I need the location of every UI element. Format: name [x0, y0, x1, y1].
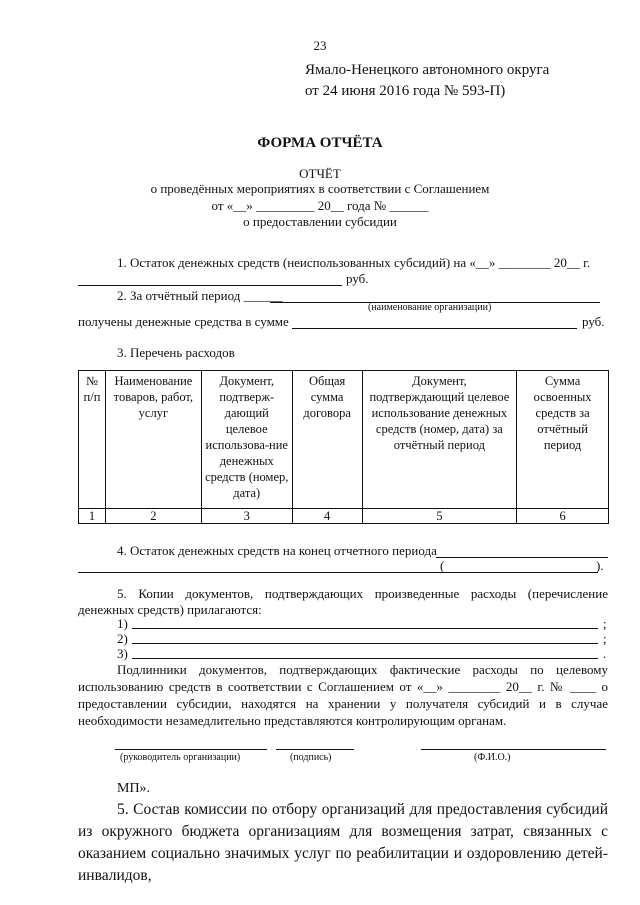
originals-paragraph: Подлинники документов, подтверждающих фактические расходы по целевому использованию средств в соответствии с Соглашением от «__» ________ 20__ г. № ____ о предоставлении субсидии, находятся на хранении у получателя субсидий и в случае необходимости незамедлительно представляются контролирующим органам.: [78, 662, 608, 728]
item4-paren-open: (: [440, 558, 445, 573]
col-number-4: 4: [292, 509, 362, 524]
item4-line-1: [436, 557, 608, 558]
attachment-1-label: 1): [117, 616, 128, 631]
report-line-1: о проведённых мероприятиях в соответствии с Соглашением: [150, 181, 490, 196]
item2-amount-line: [292, 328, 577, 329]
signature-sign-caption: (подпись): [290, 752, 332, 763]
paragraph-5: 5. Состав комиссии по отбору организаций для предоставления субсидий из окружного бюджета организациям для возмещения затрат, связанных с оказанием социально значимых услуг по реабилитации и оздоровлению детей-инвалидов,: [78, 801, 608, 884]
attachment-2-end: ;: [603, 631, 607, 646]
expense-table: [78, 370, 609, 524]
item2-text: 2. За отчётный период ______: [117, 288, 283, 303]
report-line-2: от «__» _________ 20__ года № ______: [211, 198, 429, 213]
item4-line-2: [78, 572, 598, 573]
item1-currency: руб.: [346, 271, 369, 286]
col-header-total: Общая сумма договора: [292, 371, 362, 509]
signature-head-line: [115, 749, 267, 750]
col-number-2: 2: [105, 509, 201, 524]
item5-text: 5. Копии документов, подтверждающих произведенные расходы (перечисление денежных средств) прилагаются:: [78, 586, 608, 617]
table-header-row: [79, 371, 609, 509]
item2-currency: руб.: [582, 314, 605, 329]
col-header-document: Документ, подтверж-дающий целевое использова-ние денежных средств (номер, дата): [201, 371, 292, 509]
attachment-3-label: 3): [117, 646, 128, 661]
page-number: 23: [313, 38, 327, 53]
attachment-2-label: 2): [117, 631, 128, 646]
header-line-1: Ямало-Ненецкого автономного округа: [305, 62, 550, 78]
col-header-name: Наименование товаров, работ, услуг: [105, 371, 201, 509]
item3-text: 3. Перечень расходов: [117, 345, 235, 360]
col-number-3: 3: [201, 509, 292, 524]
attachment-1-end: ;: [603, 616, 607, 631]
attachment-3-end: .: [603, 646, 607, 661]
attachment-2-line: [132, 643, 598, 644]
col-number-6: 6: [517, 509, 609, 524]
item2-received: получены денежные средства в сумме: [78, 314, 289, 329]
signature-sign-line: [276, 749, 354, 750]
col-number-1: 1: [79, 509, 106, 524]
item4-paren-close: ).: [596, 558, 604, 573]
item1-text: 1. Остаток денежных средств (неиспользованных субсидий) на «__» ________ 20__ г.: [117, 255, 591, 270]
table-number-row: [79, 509, 609, 524]
item4-text: 4. Остаток денежных средств на конец отчетного периода: [117, 543, 437, 558]
attachment-1-line: [132, 628, 598, 629]
col-number-5: 5: [362, 509, 517, 524]
header-line-2: от 24 июня 2016 года № 593-П): [305, 83, 506, 99]
item1-amount-line: [78, 285, 342, 286]
col-header-number: № п/п: [79, 371, 106, 509]
col-header-period-document: Документ, подтверждающий целевое использование денежных средств (номер, дата) за отчётный период: [362, 371, 517, 509]
signature-name-line: [421, 749, 606, 750]
report-title: ОТЧЁТ: [299, 166, 341, 181]
attachment-3-line: [132, 658, 598, 659]
col-header-spent: Сумма освоенных средств за отчётный период: [517, 371, 609, 509]
stamp-place: МП».: [117, 781, 151, 796]
item2-org-caption: (наименование организации): [368, 302, 492, 313]
report-line-3: о предоставлении субсидии: [243, 214, 397, 229]
signature-head-caption: (руководитель организации): [120, 752, 241, 763]
signature-name-caption: (Ф.И.О.): [474, 752, 511, 763]
form-title: ФОРМА ОТЧЁТА: [257, 135, 383, 151]
